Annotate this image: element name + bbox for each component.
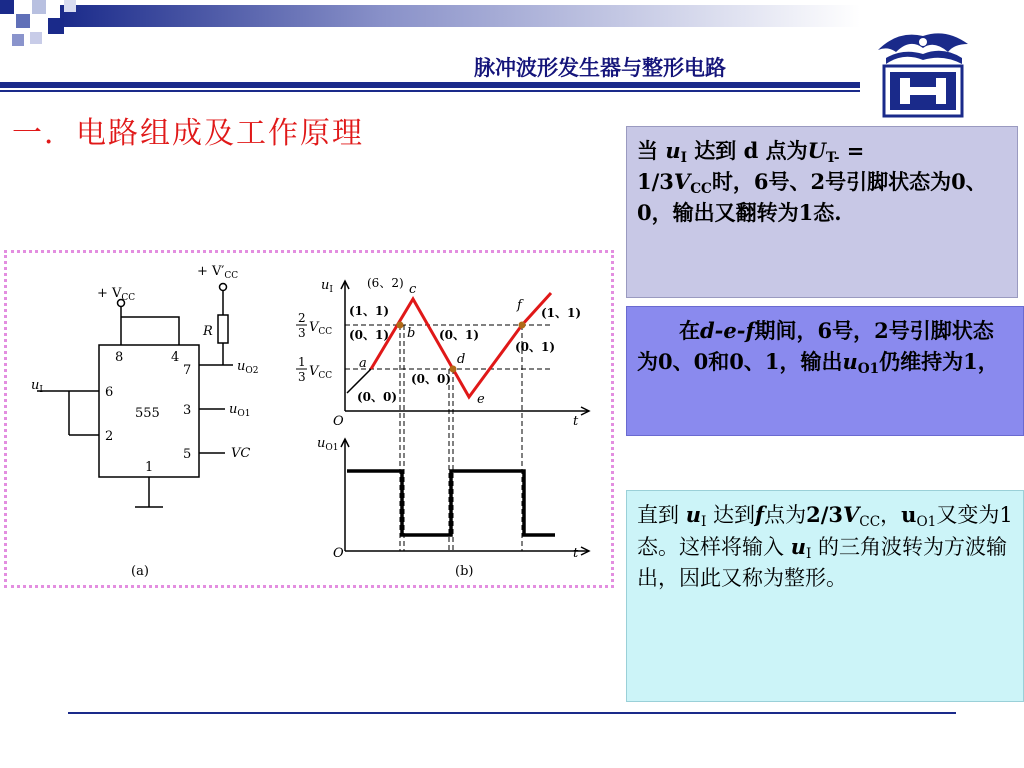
dragon-book-logo-icon	[868, 22, 978, 122]
vcc-prime-label: + V′	[197, 264, 225, 279]
svg-text:uO2: $u_{O2}$	[237, 359, 259, 376]
svg-text:+ V′CC: + $V'_{CC}$	[197, 264, 239, 281]
point-b-label: b	[407, 326, 416, 341]
pin-6-label: 6	[105, 385, 114, 400]
explanation-box-3: 直到 $u_I$ 达到f点为$2/3V_{CC}$，$u_{O1}$又变为1态。这样将输入 $u_I$ 的三角波转为方波输出，因此又称为整形。	[626, 490, 1024, 702]
vcc-lower-label: V	[309, 364, 319, 379]
pin-8-label: 8	[115, 350, 124, 365]
explanation-box-2: 在d-e-f期间，6号，2号引脚状态为0、0和0、1，输出$u_{O1}$仍维持为1，	[626, 306, 1024, 436]
header-gradient-bar	[60, 5, 860, 27]
point-e-label: e	[477, 392, 485, 407]
vcc-label: + V	[97, 286, 122, 301]
pin-2-label: 2	[105, 429, 114, 444]
point-c-label: c	[409, 282, 417, 297]
svg-text:VCC: $V_{CC}$	[309, 364, 333, 381]
state-01-left-label: (0、1)	[349, 328, 390, 342]
header-rule-thin	[0, 90, 860, 92]
state-11-right-label: (1、1)	[541, 306, 582, 320]
circuit-figure	[7, 253, 611, 585]
svg-text:VCC: $V_{CC}$	[309, 320, 333, 337]
corner-decoration	[0, 0, 90, 60]
header-title: 脉冲波形发生器与整形电路	[474, 55, 726, 80]
svg-text:+ VCC: + $V_{CC}$	[97, 286, 136, 303]
state-00-mid-label: (0、0)	[411, 372, 452, 386]
state-00-left-label: (0、0)	[357, 390, 398, 404]
pin-1-label: 1	[145, 460, 154, 475]
svg-text:uO1: $u_{O1}$	[229, 402, 251, 419]
state-62-label: (6、2)	[367, 276, 404, 290]
chip-555-label: 555	[135, 406, 160, 421]
state-01-right-label: (0、1)	[515, 340, 556, 354]
uo1-axis-label: u	[317, 436, 326, 451]
pin-4-label: 4	[171, 350, 180, 365]
resistor-label: R	[203, 324, 213, 339]
header-rule	[0, 82, 860, 88]
vc-label: VC	[231, 446, 251, 461]
frac-three-label-lower: 3	[298, 370, 306, 384]
frac-three-label: 3	[298, 326, 306, 340]
point-a-label: a	[359, 356, 367, 371]
origin-label: O	[333, 414, 344, 429]
svg-text:uI: $u_I$	[31, 378, 43, 395]
ui-axis-label: u	[321, 278, 330, 293]
t-axis-label: t	[573, 414, 579, 429]
pin-7-label: 7	[183, 363, 192, 378]
frac-one-label: 1	[298, 355, 306, 369]
caption-a: (a)	[131, 564, 149, 579]
pin-3-label: 3	[183, 403, 192, 418]
explanation-box-1: 当 $u_I$ 达到 d 点为$U_{T-}$ = $1/3V_{CC}$时，6号、2号引脚状态为0、0，输出又翻转为1态.	[626, 126, 1018, 298]
state-11-left-label: (1、1)	[349, 304, 390, 318]
caption-b: (b)	[455, 564, 474, 579]
uo2-label: u	[237, 359, 246, 374]
svg-text:uO1: $u_{O1}$	[317, 436, 339, 453]
t-axis-label-lower: t	[573, 546, 579, 561]
section-title: 一．电路组成及工作原理	[12, 116, 364, 151]
svg-text:uI: $u_I$	[321, 278, 333, 295]
circuit-figure-frame	[4, 250, 614, 588]
state-01-mid-label: (0、1)	[439, 328, 480, 342]
point-d-label: d	[457, 352, 466, 367]
ui-label: u	[31, 378, 40, 393]
uo1-label: u	[229, 402, 238, 417]
vcc-upper-label: V	[309, 320, 319, 335]
frac-two-label: 2	[298, 311, 306, 325]
pin-5-label: 5	[183, 447, 192, 462]
point-f-label: f	[517, 298, 522, 313]
origin-label-lower: O	[333, 546, 344, 561]
footer-rule	[68, 712, 956, 714]
